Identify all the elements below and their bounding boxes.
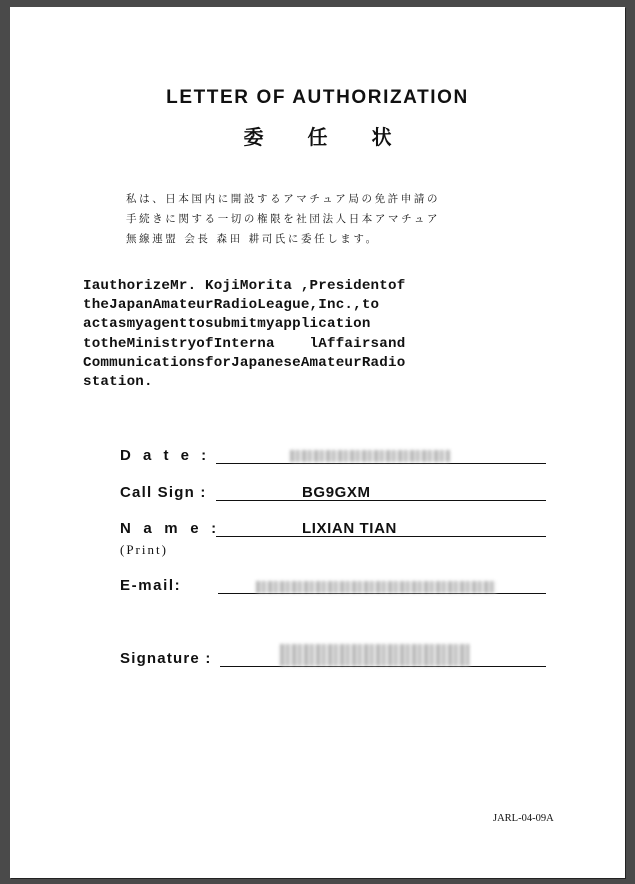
email-label: E-mail: [120,577,182,594]
email-redacted-value [256,581,496,593]
japanese-line: 私は、日本国内に開設するアマチュア局の免許申請の [126,193,441,205]
email-underline [218,593,546,594]
english-line: actasmyagenttosubmitmyapplication [83,316,371,333]
english-line: theJapanAmateurRadioLeague,Inc.,to [83,297,380,314]
letter-title-japanese: 委任状 [243,127,436,149]
form-code: JARL-04-09A [493,813,554,824]
date-redacted-value [290,450,450,462]
print-note: (Print) [120,542,168,557]
authorization-letter-page [10,7,625,878]
callsign-underline [216,500,546,501]
english-line: totheMinistryofInterna lAffairsand [83,335,406,352]
signature-underline [220,666,546,667]
name-value: LIXIAN TIAN [302,520,397,537]
date-label: D a t e : [120,447,211,464]
callsign-value: BG9GXM [302,484,371,501]
english-statement [83,277,543,392]
date-underline [216,463,546,464]
signature-label: Signature : [120,650,212,667]
english-line: IauthorizeMr. KojiMorita ,Presidentof [83,278,406,294]
signature-redacted-image [280,644,470,666]
japanese-statement [126,189,546,249]
japanese-line: 無線連盟 会長 森田 耕司氏に委任します。 [126,233,379,245]
callsign-label: Call Sign : [120,484,207,501]
english-line: CommunicationsforJapaneseAmateurRadio [83,354,406,371]
japanese-line: 手続きに関する一切の権限を社団法人日本アマチュア [126,213,441,225]
letter-title: LETTER OF AUTHORIZATION [166,87,469,108]
english-line: station. [83,374,153,391]
name-label: N a m e : [120,520,221,537]
